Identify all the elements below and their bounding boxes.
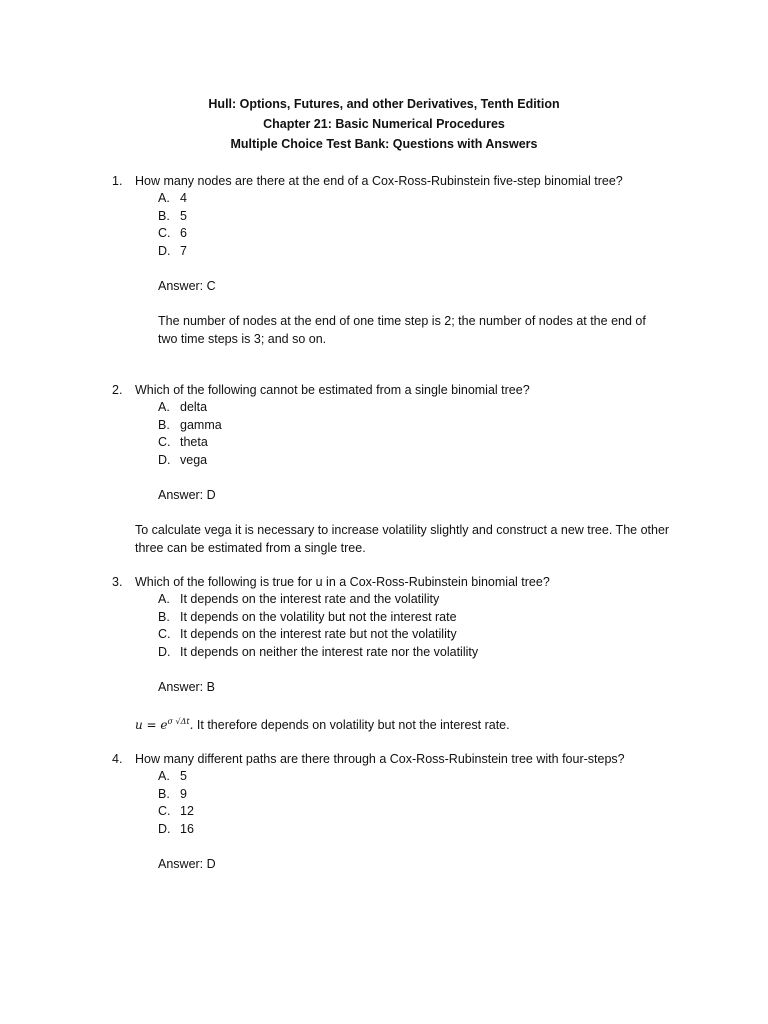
explanation: To calculate vega it is necessary to increase volatility slightly and construct a new tree. The other three can be estimated from a single tree. — [135, 523, 670, 555]
option-list — [158, 190, 187, 260]
book-title: Hull: Options, Futures, and other Derivatives, Tenth Edition — [208, 97, 560, 111]
question-stem: Which of the following is true for u in a Cox-Ross-Rubinstein binomial tree? — [135, 575, 550, 589]
option-c: C. 12 — [158, 804, 194, 818]
option-d: D. vega — [158, 452, 208, 467]
option-b: B. 5 — [158, 208, 187, 223]
explanation — [135, 713, 510, 734]
question-number: 4. — [112, 752, 123, 766]
question-number: 1. — [112, 174, 123, 188]
question-stem: How many different paths are there through a Cox-Ross-Rubinstein tree with four-steps? — [135, 752, 625, 766]
question-number: 2. — [112, 383, 123, 397]
chapter-title: Chapter 21: Basic Numerical Procedures — [263, 117, 505, 131]
option-a: A. 5 — [158, 769, 187, 783]
answer-line: Answer: D — [158, 488, 216, 502]
option-a: A. delta — [158, 400, 208, 414]
option-list — [158, 399, 222, 469]
option-c: C. It depends on the interest rate but not the volatility — [158, 627, 457, 641]
question-number: 3. — [112, 575, 123, 589]
question-stem: How many nodes are there at the end of a Cox-Ross-Rubinstein five-step binomial tree? — [135, 174, 623, 188]
document-header — [0, 94, 768, 154]
option-a: A. 4 — [158, 191, 187, 205]
test-bank-title: Multiple Choice Test Bank: Questions with Answers — [230, 137, 538, 151]
answer-line: Answer: D — [158, 857, 216, 871]
formula-explanation: It therefore depends on volatility but not the interest rate. — [193, 718, 510, 732]
option-c: C. theta — [158, 435, 208, 449]
question-stem: Which of the following cannot be estimated from a single binomial tree? — [135, 383, 530, 397]
option-d: D. 16 — [158, 821, 194, 836]
option-a: A. It depends on the interest rate and the volatility — [158, 592, 440, 606]
answer-line: Answer: C — [158, 279, 216, 293]
answer-line: Answer: B — [158, 680, 215, 694]
explanation: The number of nodes at the end of one time step is 2; the number of nodes at the end of two time steps is 3; and so on. — [158, 314, 646, 346]
option-list — [158, 591, 478, 661]
option-list — [158, 768, 194, 838]
formula-u: $u = e^{\sigma √\Delta t}$. — [135, 717, 194, 732]
option-d: D. It depends on neither the interest rate nor the volatility — [158, 644, 479, 659]
option-b: B. 9 — [158, 786, 187, 801]
option-b: B. gamma — [158, 417, 222, 432]
option-b: B. It depends on the volatility but not the interest rate — [158, 609, 457, 624]
option-d: D. 7 — [158, 243, 187, 258]
option-c: C. 6 — [158, 226, 187, 240]
